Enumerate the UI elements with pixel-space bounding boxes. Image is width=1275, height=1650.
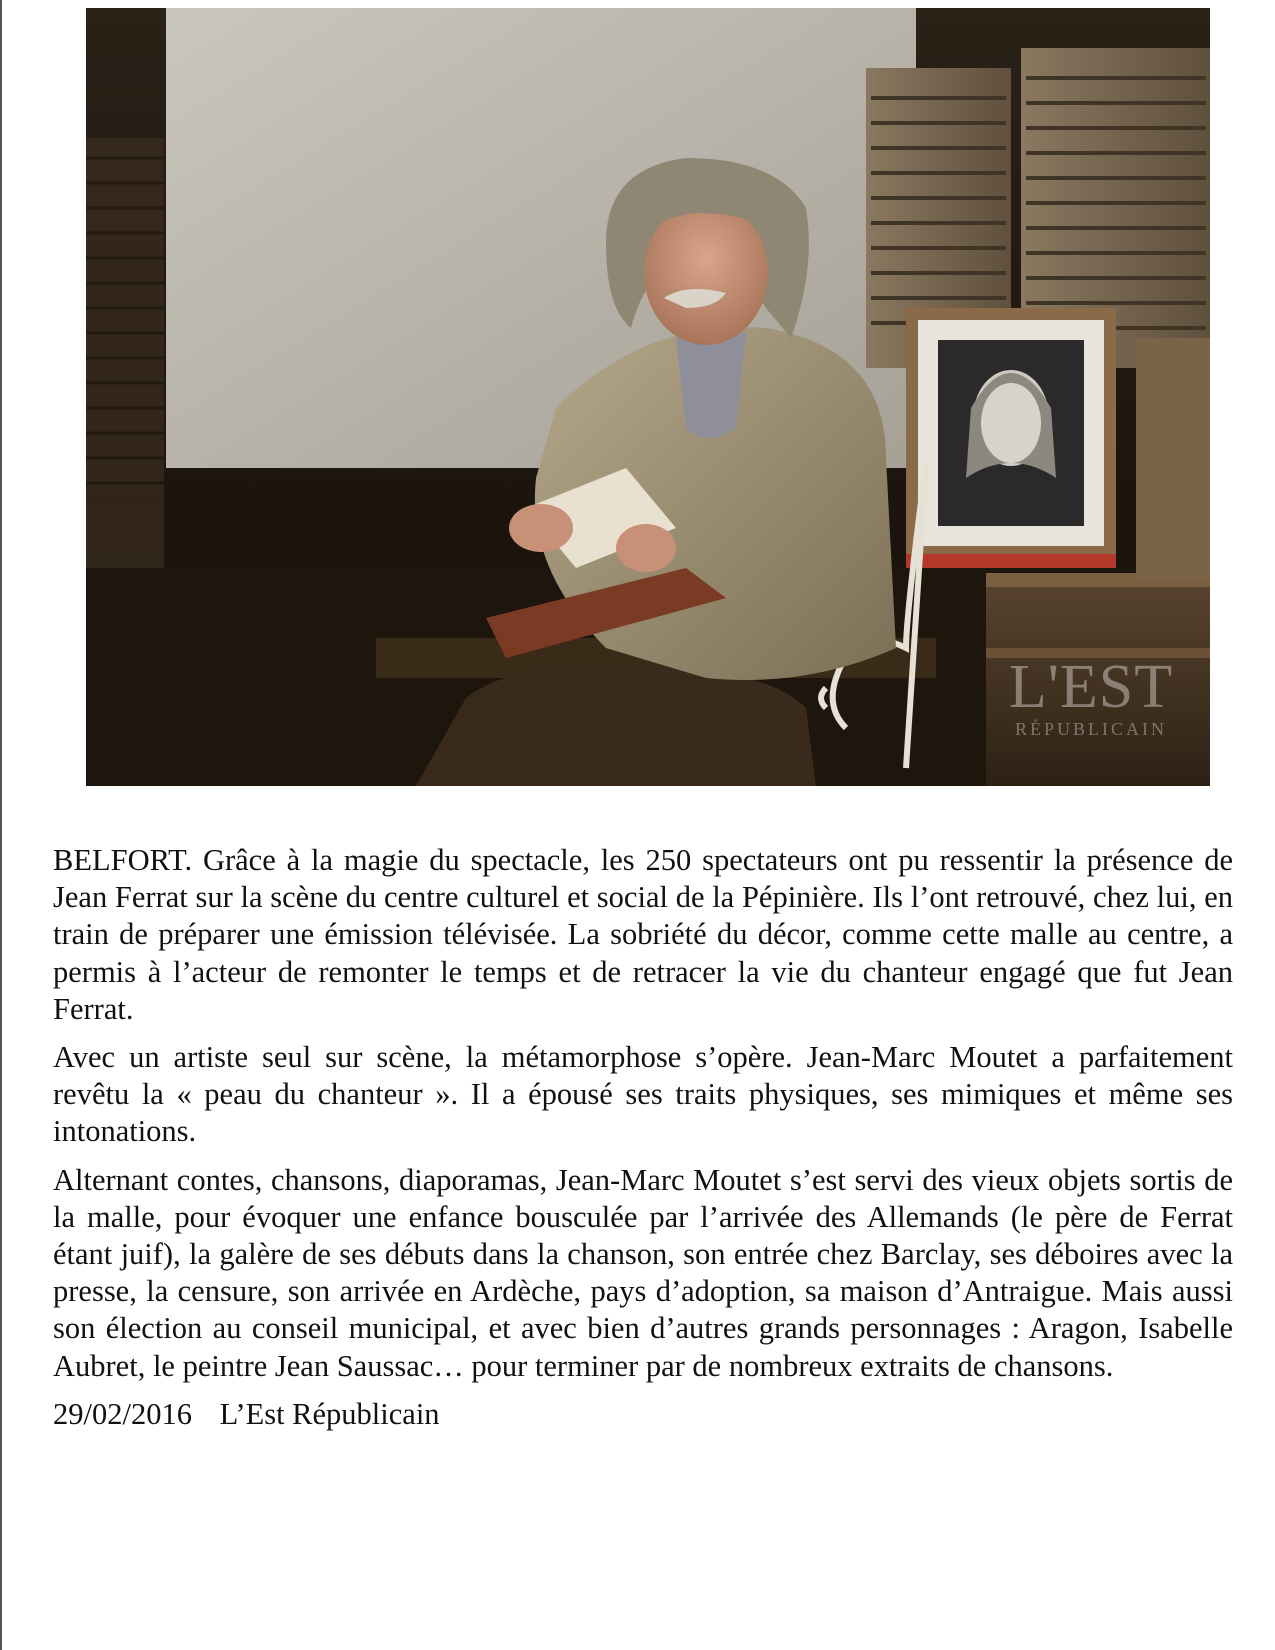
article-paragraph-3: Alternant contes, chansons, diaporamas, Jean-Marc Moutet s’est servi des vieux objets sortis de la malle, pour évoquer une enfance bousculée par l’arrivée des Allemands (le père de Ferrat étant juif), la galère de ses débuts dans la chanson, son entrée chez Barclay, ses déboires avec la presse, la censure, son arrivée en Ardèche, pays d’adoption, sa maison d’Antraigue. Mais aussi son élection au conseil municipal, et avec bien d’autres grands personnages : Aragon, Isabelle Aubret, le peintre Jean Saussac… pour terminer par de nombreux extraits de chansons. xyxy=(53,1162,1233,1383)
page-left-border xyxy=(0,0,2,1650)
article-source: L’Est Républicain xyxy=(219,1396,440,1431)
article-paragraph-2: Avec un artiste seul sur scène, la métamorphose s’opère. Jean-Marc Moutet a parfaitement revêtu la « peau du chanteur ». Il a épousé ses traits physiques, ses mimiques et même ses intonations. xyxy=(53,1040,1233,1149)
watermark-subtitle: RÉPUBLICAIN xyxy=(1014,719,1167,739)
watermark-title: L'EST xyxy=(1008,653,1174,721)
article-body xyxy=(53,842,1233,1433)
article-paragraph-1: BELFORT. Grâce à la magie du spectacle, les 250 spectateurs ont pu ressentir la présence de Jean Ferrat sur la scène du centre culturel et social de la Pépinière. Ils l’ont retrouvé, chez lui, en train de préparer une émission télévisée. La sobriété du décor, comme cette malle au centre, a permis à l’acteur de remonter le temps et de retracer la vie du chanteur engagé que fut Jean Ferrat. xyxy=(53,843,1233,1026)
framed-portrait xyxy=(906,308,1116,568)
article-footer xyxy=(53,1396,1233,1433)
article-date: 29/02/2016 xyxy=(53,1396,192,1431)
article-photo xyxy=(86,8,1210,786)
